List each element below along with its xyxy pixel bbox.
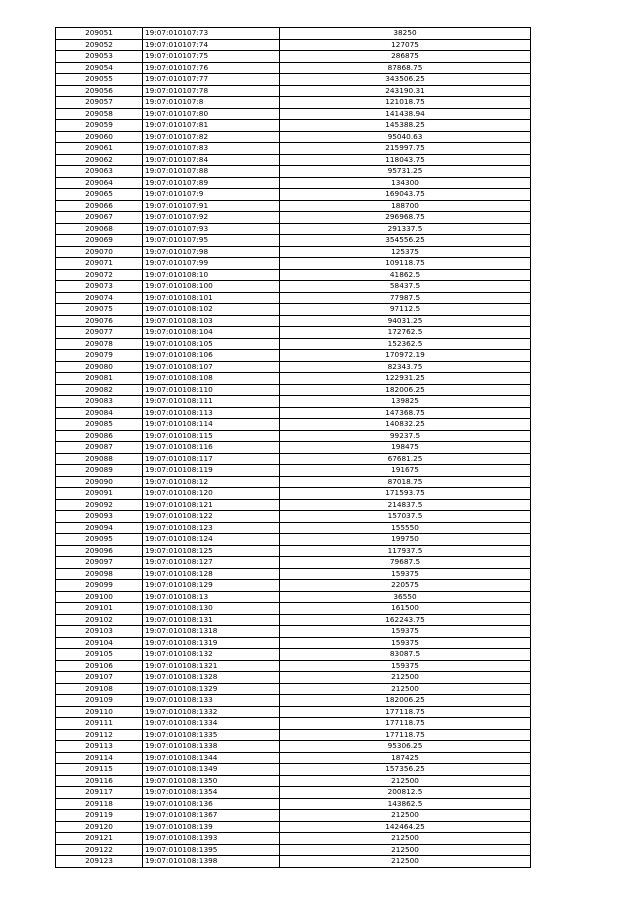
cadastral-number-cell: 19:07:010108:1335 (143, 729, 280, 741)
value-cell: 172762.5 (280, 327, 531, 339)
table-row (56, 545, 531, 557)
cadastral-number-cell: 19:07:010107:91 (143, 200, 280, 212)
row-number-cell: 209069 (56, 235, 143, 247)
table-row (56, 557, 531, 569)
table-row (56, 430, 531, 442)
row-number-cell: 209056 (56, 85, 143, 97)
cadastral-number-cell: 19:07:010108:130 (143, 603, 280, 615)
value-cell: 291337.5 (280, 223, 531, 235)
cadastral-number-cell: 19:07:010107:74 (143, 39, 280, 51)
cadastral-number-cell: 19:07:010107:80 (143, 108, 280, 120)
cadastral-number-cell: 19:07:010108:132 (143, 649, 280, 661)
row-number-cell: 209061 (56, 143, 143, 155)
cadastral-number-cell: 19:07:010108:1321 (143, 660, 280, 672)
cadastral-number-cell: 19:07:010108:1319 (143, 637, 280, 649)
value-cell: 212500 (280, 856, 531, 868)
cadastral-number-cell: 19:07:010108:120 (143, 488, 280, 500)
row-number-cell: 209123 (56, 856, 143, 868)
cadastral-number-cell: 19:07:010108:125 (143, 545, 280, 557)
cadastral-number-cell: 19:07:010108:102 (143, 304, 280, 316)
value-cell: 121018.75 (280, 97, 531, 109)
table-row (56, 522, 531, 534)
row-number-cell: 209109 (56, 695, 143, 707)
table-row (56, 373, 531, 385)
value-cell: 182006.25 (280, 695, 531, 707)
value-cell: 177118.75 (280, 729, 531, 741)
table-row (56, 442, 531, 454)
value-cell: 212500 (280, 833, 531, 845)
cadastral-number-cell: 19:07:010108:106 (143, 350, 280, 362)
table-row (56, 649, 531, 661)
row-number-cell: 209122 (56, 844, 143, 856)
table-row (56, 499, 531, 511)
row-number-cell: 209093 (56, 511, 143, 523)
value-cell: 143862.5 (280, 798, 531, 810)
cadastral-number-cell: 19:07:010108:133 (143, 695, 280, 707)
cadastral-number-cell: 19:07:010108:105 (143, 338, 280, 350)
cadastral-number-cell: 19:07:010108:122 (143, 511, 280, 523)
table-row (56, 764, 531, 776)
row-number-cell: 209112 (56, 729, 143, 741)
value-cell: 79687.5 (280, 557, 531, 569)
value-cell: 199750 (280, 534, 531, 546)
cadastral-number-cell: 19:07:010108:1328 (143, 672, 280, 684)
table-row (56, 787, 531, 799)
cadastral-number-cell: 19:07:010108:101 (143, 292, 280, 304)
value-cell: 58437.5 (280, 281, 531, 293)
table-row (56, 269, 531, 281)
cadastral-number-cell: 19:07:010107:95 (143, 235, 280, 247)
row-number-cell: 209084 (56, 407, 143, 419)
row-number-cell: 209106 (56, 660, 143, 672)
value-cell: 147368.75 (280, 407, 531, 419)
row-number-cell: 209087 (56, 442, 143, 454)
value-cell: 354556.25 (280, 235, 531, 247)
value-cell: 188700 (280, 200, 531, 212)
row-number-cell: 209096 (56, 545, 143, 557)
cadastral-number-cell: 19:07:010108:107 (143, 361, 280, 373)
value-cell: 286875 (280, 51, 531, 63)
cadastral-number-cell: 19:07:010108:1349 (143, 764, 280, 776)
table-row (56, 660, 531, 672)
value-cell: 155550 (280, 522, 531, 534)
cadastral-number-cell: 19:07:010108:103 (143, 315, 280, 327)
row-number-cell: 209118 (56, 798, 143, 810)
table-row (56, 166, 531, 178)
row-number-cell: 209053 (56, 51, 143, 63)
table-row (56, 603, 531, 615)
cadastral-number-cell: 19:07:010108:1354 (143, 787, 280, 799)
row-number-cell: 209115 (56, 764, 143, 776)
cadastral-number-cell: 19:07:010108:1329 (143, 683, 280, 695)
cadastral-number-cell: 19:07:010108:1395 (143, 844, 280, 856)
row-number-cell: 209075 (56, 304, 143, 316)
value-cell: 220575 (280, 580, 531, 592)
row-number-cell: 209091 (56, 488, 143, 500)
cadastral-number-cell: 19:07:010108:114 (143, 419, 280, 431)
table-row (56, 108, 531, 120)
row-number-cell: 209108 (56, 683, 143, 695)
table-row (56, 223, 531, 235)
cadastral-number-cell: 19:07:010108:1344 (143, 752, 280, 764)
row-number-cell: 209058 (56, 108, 143, 120)
value-cell: 94031.25 (280, 315, 531, 327)
row-number-cell: 209086 (56, 430, 143, 442)
table-row (56, 177, 531, 189)
table-row (56, 51, 531, 63)
cadastral-number-cell: 19:07:010108:136 (143, 798, 280, 810)
cadastral-number-cell: 19:07:010107:83 (143, 143, 280, 155)
value-cell: 87018.75 (280, 476, 531, 488)
value-cell: 198475 (280, 442, 531, 454)
row-number-cell: 209055 (56, 74, 143, 86)
table-row (56, 258, 531, 270)
value-cell: 83087.5 (280, 649, 531, 661)
cadastral-number-cell: 19:07:010108:139 (143, 821, 280, 833)
data-table (55, 27, 531, 868)
row-number-cell: 209089 (56, 465, 143, 477)
value-cell: 212500 (280, 844, 531, 856)
cadastral-number-cell: 19:07:010107:92 (143, 212, 280, 224)
row-number-cell: 209099 (56, 580, 143, 592)
table-row (56, 396, 531, 408)
row-number-cell: 209107 (56, 672, 143, 684)
table-row (56, 534, 531, 546)
cadastral-number-cell: 19:07:010107:8 (143, 97, 280, 109)
cadastral-number-cell: 19:07:010108:113 (143, 407, 280, 419)
value-cell: 82343.75 (280, 361, 531, 373)
cadastral-number-cell: 19:07:010107:81 (143, 120, 280, 132)
table-row (56, 511, 531, 523)
table-row (56, 131, 531, 143)
table-row (56, 85, 531, 97)
cadastral-number-cell: 19:07:010108:1350 (143, 775, 280, 787)
row-number-cell: 209098 (56, 568, 143, 580)
value-cell: 212500 (280, 810, 531, 822)
cadastral-number-cell: 19:07:010108:100 (143, 281, 280, 293)
table-row (56, 775, 531, 787)
table-row (56, 741, 531, 753)
value-cell: 95306.25 (280, 741, 531, 753)
cadastral-number-cell: 19:07:010107:93 (143, 223, 280, 235)
cadastral-number-cell: 19:07:010107:76 (143, 62, 280, 74)
row-number-cell: 209052 (56, 39, 143, 51)
cadastral-number-cell: 19:07:010107:88 (143, 166, 280, 178)
value-cell: 67681.25 (280, 453, 531, 465)
cadastral-number-cell: 19:07:010108:128 (143, 568, 280, 580)
table-row (56, 143, 531, 155)
cadastral-number-cell: 19:07:010108:116 (143, 442, 280, 454)
value-cell: 157037.5 (280, 511, 531, 523)
table-row (56, 384, 531, 396)
cadastral-number-cell: 19:07:010107:77 (143, 74, 280, 86)
cadastral-number-cell: 19:07:010108:115 (143, 430, 280, 442)
table-row (56, 683, 531, 695)
table-row (56, 476, 531, 488)
value-cell: 187425 (280, 752, 531, 764)
cadastral-number-cell: 19:07:010108:1334 (143, 718, 280, 730)
cadastral-number-cell: 19:07:010108:1367 (143, 810, 280, 822)
value-cell: 127075 (280, 39, 531, 51)
row-number-cell: 209081 (56, 373, 143, 385)
cadastral-number-cell: 19:07:010108:117 (143, 453, 280, 465)
cadastral-number-cell: 19:07:010108:121 (143, 499, 280, 511)
table-row (56, 695, 531, 707)
table-row (56, 292, 531, 304)
row-number-cell: 209090 (56, 476, 143, 488)
cadastral-number-cell: 19:07:010107:98 (143, 246, 280, 258)
row-number-cell: 209102 (56, 614, 143, 626)
table-row (56, 407, 531, 419)
table-row (56, 315, 531, 327)
value-cell: 191675 (280, 465, 531, 477)
row-number-cell: 209119 (56, 810, 143, 822)
cadastral-number-cell: 19:07:010108:110 (143, 384, 280, 396)
table-row (56, 856, 531, 868)
table-row (56, 74, 531, 86)
value-cell: 343506.25 (280, 74, 531, 86)
table-row (56, 39, 531, 51)
value-cell: 177118.75 (280, 718, 531, 730)
value-cell: 162243.75 (280, 614, 531, 626)
table-row (56, 304, 531, 316)
row-number-cell: 209060 (56, 131, 143, 143)
value-cell: 117937.5 (280, 545, 531, 557)
table-row (56, 706, 531, 718)
table-row (56, 200, 531, 212)
row-number-cell: 209064 (56, 177, 143, 189)
value-cell: 212500 (280, 775, 531, 787)
table-row (56, 28, 531, 40)
value-cell: 159375 (280, 568, 531, 580)
row-number-cell: 209078 (56, 338, 143, 350)
row-number-cell: 209082 (56, 384, 143, 396)
table-row (56, 350, 531, 362)
table-row (56, 626, 531, 638)
table-row (56, 62, 531, 74)
value-cell: 212500 (280, 683, 531, 695)
row-number-cell: 209085 (56, 419, 143, 431)
row-number-cell: 209067 (56, 212, 143, 224)
cadastral-number-cell: 19:07:010107:75 (143, 51, 280, 63)
row-number-cell: 209080 (56, 361, 143, 373)
value-cell: 157356.25 (280, 764, 531, 776)
row-number-cell: 209116 (56, 775, 143, 787)
table-row (56, 568, 531, 580)
table-row (56, 120, 531, 132)
table-row (56, 580, 531, 592)
table-row (56, 614, 531, 626)
cadastral-number-cell: 19:07:010108:12 (143, 476, 280, 488)
cadastral-number-cell: 19:07:010108:104 (143, 327, 280, 339)
value-cell: 36550 (280, 591, 531, 603)
value-cell: 87868.75 (280, 62, 531, 74)
table-row (56, 453, 531, 465)
row-number-cell: 209101 (56, 603, 143, 615)
cadastral-number-cell: 19:07:010107:84 (143, 154, 280, 166)
table-row (56, 833, 531, 845)
value-cell: 41862.5 (280, 269, 531, 281)
row-number-cell: 209121 (56, 833, 143, 845)
value-cell: 169043.75 (280, 189, 531, 201)
value-cell: 95731.25 (280, 166, 531, 178)
table-row (56, 361, 531, 373)
table-row (56, 246, 531, 258)
table-row (56, 798, 531, 810)
value-cell: 134300 (280, 177, 531, 189)
row-number-cell: 209094 (56, 522, 143, 534)
row-number-cell: 209114 (56, 752, 143, 764)
row-number-cell: 209103 (56, 626, 143, 638)
row-number-cell: 209104 (56, 637, 143, 649)
value-cell: 152362.5 (280, 338, 531, 350)
row-number-cell: 209065 (56, 189, 143, 201)
value-cell: 159375 (280, 626, 531, 638)
value-cell: 200812.5 (280, 787, 531, 799)
row-number-cell: 209077 (56, 327, 143, 339)
value-cell: 177118.75 (280, 706, 531, 718)
table-body (56, 28, 531, 868)
value-cell: 118043.75 (280, 154, 531, 166)
value-cell: 243190.31 (280, 85, 531, 97)
row-number-cell: 209057 (56, 97, 143, 109)
value-cell: 125375 (280, 246, 531, 258)
row-number-cell: 209083 (56, 396, 143, 408)
row-number-cell: 209088 (56, 453, 143, 465)
table-row (56, 488, 531, 500)
cadastral-number-cell: 19:07:010108:108 (143, 373, 280, 385)
row-number-cell: 209120 (56, 821, 143, 833)
cadastral-number-cell: 19:07:010108:1398 (143, 856, 280, 868)
table-row (56, 672, 531, 684)
cadastral-number-cell: 19:07:010107:89 (143, 177, 280, 189)
value-cell: 141438.94 (280, 108, 531, 120)
table-row (56, 338, 531, 350)
value-cell: 212500 (280, 672, 531, 684)
cadastral-number-cell: 19:07:010108:123 (143, 522, 280, 534)
value-cell: 99237.5 (280, 430, 531, 442)
row-number-cell: 209051 (56, 28, 143, 40)
value-cell: 142464.25 (280, 821, 531, 833)
value-cell: 38250 (280, 28, 531, 40)
value-cell: 296968.75 (280, 212, 531, 224)
row-number-cell: 209105 (56, 649, 143, 661)
row-number-cell: 209117 (56, 787, 143, 799)
table-row (56, 189, 531, 201)
cadastral-number-cell: 19:07:010108:129 (143, 580, 280, 592)
cadastral-number-cell: 19:07:010108:1332 (143, 706, 280, 718)
cadastral-number-cell: 19:07:010107:73 (143, 28, 280, 40)
table-row (56, 752, 531, 764)
table-row (56, 154, 531, 166)
cadastral-number-cell: 19:07:010107:99 (143, 258, 280, 270)
cadastral-number-cell: 19:07:010107:9 (143, 189, 280, 201)
row-number-cell: 209092 (56, 499, 143, 511)
value-cell: 97112.5 (280, 304, 531, 316)
value-cell: 182006.25 (280, 384, 531, 396)
table-row (56, 844, 531, 856)
cadastral-number-cell: 19:07:010108:124 (143, 534, 280, 546)
row-number-cell: 209079 (56, 350, 143, 362)
cadastral-number-cell: 19:07:010108:13 (143, 591, 280, 603)
value-cell: 214837.5 (280, 499, 531, 511)
table-row (56, 235, 531, 247)
cadastral-number-cell: 19:07:010108:127 (143, 557, 280, 569)
table-row (56, 327, 531, 339)
cadastral-number-cell: 19:07:010108:1318 (143, 626, 280, 638)
value-cell: 122931.25 (280, 373, 531, 385)
row-number-cell: 209073 (56, 281, 143, 293)
value-cell: 77987.5 (280, 292, 531, 304)
row-number-cell: 209054 (56, 62, 143, 74)
cadastral-number-cell: 19:07:010108:10 (143, 269, 280, 281)
cadastral-number-cell: 19:07:010108:111 (143, 396, 280, 408)
value-cell: 170972.19 (280, 350, 531, 362)
value-cell: 145388.25 (280, 120, 531, 132)
table-row (56, 97, 531, 109)
table-row (56, 821, 531, 833)
row-number-cell: 209100 (56, 591, 143, 603)
table-row (56, 718, 531, 730)
row-number-cell: 209076 (56, 315, 143, 327)
value-cell: 161500 (280, 603, 531, 615)
value-cell: 95040.63 (280, 131, 531, 143)
row-number-cell: 209063 (56, 166, 143, 178)
value-cell: 109118.75 (280, 258, 531, 270)
value-cell: 139825 (280, 396, 531, 408)
value-cell: 215997.75 (280, 143, 531, 155)
row-number-cell: 209072 (56, 269, 143, 281)
cadastral-number-cell: 19:07:010108:119 (143, 465, 280, 477)
value-cell: 159375 (280, 660, 531, 672)
row-number-cell: 209110 (56, 706, 143, 718)
cadastral-number-cell: 19:07:010107:78 (143, 85, 280, 97)
table-row (56, 591, 531, 603)
table-row (56, 465, 531, 477)
value-cell: 159375 (280, 637, 531, 649)
table-row (56, 281, 531, 293)
cadastral-number-cell: 19:07:010107:82 (143, 131, 280, 143)
table-row (56, 212, 531, 224)
table-row (56, 419, 531, 431)
cadastral-number-cell: 19:07:010108:1338 (143, 741, 280, 753)
row-number-cell: 209071 (56, 258, 143, 270)
row-number-cell: 209062 (56, 154, 143, 166)
value-cell: 140832.25 (280, 419, 531, 431)
cadastral-number-cell: 19:07:010108:131 (143, 614, 280, 626)
row-number-cell: 209074 (56, 292, 143, 304)
table-row (56, 637, 531, 649)
row-number-cell: 209070 (56, 246, 143, 258)
value-cell: 171593.75 (280, 488, 531, 500)
row-number-cell: 209111 (56, 718, 143, 730)
row-number-cell: 209068 (56, 223, 143, 235)
cadastral-number-cell: 19:07:010108:1393 (143, 833, 280, 845)
row-number-cell: 209095 (56, 534, 143, 546)
table-row (56, 729, 531, 741)
row-number-cell: 209097 (56, 557, 143, 569)
row-number-cell: 209066 (56, 200, 143, 212)
row-number-cell: 209059 (56, 120, 143, 132)
row-number-cell: 209113 (56, 741, 143, 753)
table-row (56, 810, 531, 822)
